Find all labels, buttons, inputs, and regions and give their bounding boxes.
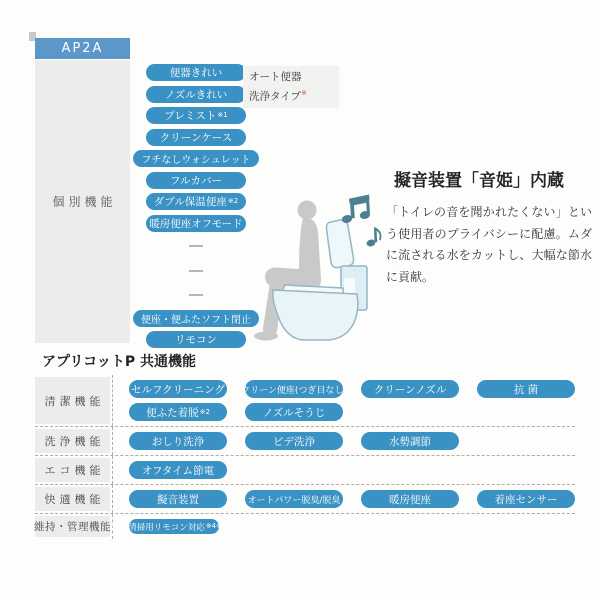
beamed-note-icon xyxy=(341,195,371,225)
feature-badge: クリーンケース xyxy=(146,129,246,146)
individual-functions-panel xyxy=(35,60,130,343)
feature-badge: 水勢調節 xyxy=(361,432,459,450)
category-label: エコ機能 xyxy=(35,458,110,482)
feature-badge: クリーンノズル xyxy=(361,380,459,398)
feature-badge: 着座センサー xyxy=(477,490,575,508)
feature-badge: フルカバー xyxy=(146,172,246,189)
category-label: 快適機能 xyxy=(35,487,110,511)
feature-row xyxy=(35,455,575,484)
highlight-description: 「トイレの音を聞かれたくない」という使用者のプライバシーに配慮。ムダに流される水をカットし、大幅な節水に貢献。 xyxy=(386,205,592,284)
feature-row xyxy=(35,513,575,539)
feature-badge: 便座・便ふたソフト閉止 xyxy=(133,310,259,327)
feature-badges xyxy=(112,456,575,484)
highlight-title: 擬音装置「音姫」内蔵 xyxy=(394,171,564,191)
feature-badge: オートパワー脱臭/脱臭 xyxy=(245,490,343,508)
category-label: 清潔機能 xyxy=(35,377,110,424)
auto-flush-note xyxy=(243,66,339,108)
auto-flush-note-line2: 洗浄タイプ※ xyxy=(249,89,307,103)
feature-badge: 擬音装置 xyxy=(129,490,227,508)
feature-badge: ダブル保温便座 ※2 xyxy=(146,193,246,210)
feature-badge: 便器きれい xyxy=(146,64,246,81)
continuation-dash xyxy=(189,270,203,272)
feature-badge: セルフクリーニング xyxy=(129,380,227,398)
feature-row xyxy=(35,426,575,455)
feature-badge: 暖房便座 xyxy=(361,490,459,508)
feature-badges xyxy=(112,375,575,426)
toilet-illustration xyxy=(243,190,393,355)
feature-badge: ノズルきれい xyxy=(146,86,246,103)
model-name: AP2A xyxy=(61,41,104,56)
common-feature-table xyxy=(35,375,575,539)
feature-badge: 便ふた着脱 ※2 xyxy=(129,403,227,421)
feature-badge: リモコン xyxy=(146,331,246,348)
category-label: 維持・管理機能 xyxy=(35,516,110,537)
feature-badge: オフタイム節電 xyxy=(129,461,227,479)
individual-functions-label: 個別機能 xyxy=(52,195,117,209)
feature-badge: ビデ洗浄 xyxy=(245,432,343,450)
feature-row xyxy=(35,375,575,426)
feature-badges xyxy=(112,514,575,539)
feature-badge: 管理清掃用リモコン対応 ※4※5※6 xyxy=(129,519,219,534)
feature-badge: おしり洗浄 xyxy=(129,432,227,450)
continuation-dash xyxy=(189,294,203,296)
continuation-dash xyxy=(189,245,203,247)
category-label: 洗浄機能 xyxy=(35,429,110,453)
feature-badge: クリーン便座(つぎ目なし) xyxy=(245,380,343,398)
auto-flush-note-line1: オート便器 xyxy=(249,71,302,83)
eighth-note-icon xyxy=(366,227,382,247)
common-functions-title: アプリコットP 共通機能 xyxy=(42,354,197,370)
feature-badge: ノズルそうじ xyxy=(245,403,343,421)
feature-badges xyxy=(112,485,575,513)
individual-feature-list xyxy=(133,64,259,348)
feature-badge: フチなしウォシュレット xyxy=(133,150,259,167)
feature-badge: プレミスト ※1 xyxy=(146,107,246,124)
feature-badges xyxy=(112,427,575,455)
feature-badge: 暖房便座オフモード xyxy=(146,215,246,232)
feature-row xyxy=(35,484,575,513)
feature-badge: 抗 菌 xyxy=(477,380,575,398)
model-header xyxy=(35,38,130,59)
reference-mark: ※ xyxy=(300,89,307,97)
